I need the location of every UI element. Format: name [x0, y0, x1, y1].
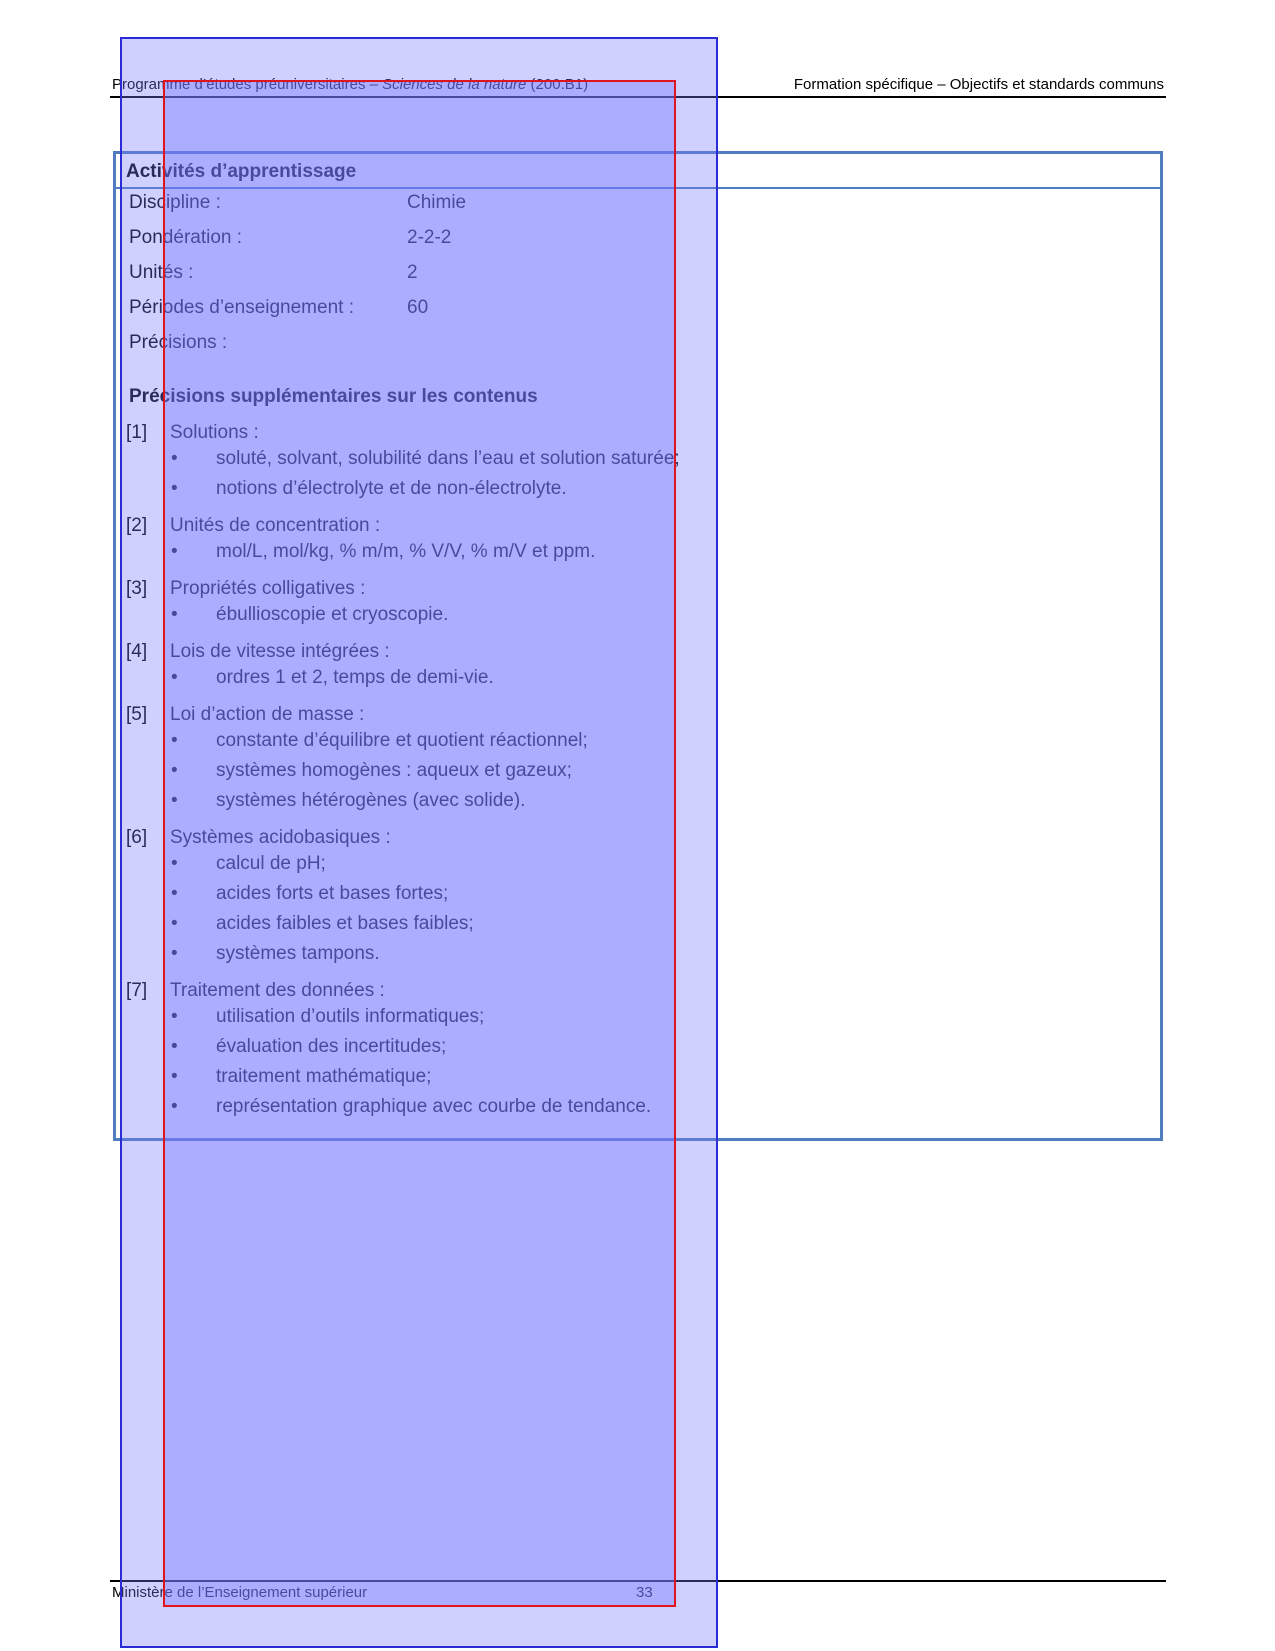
- bullet-item: • mol/L, mol/kg, % m/m, % V/V, % m/V et ppm.: [126, 537, 1156, 567]
- bullet-item: • acides forts et bases fortes;: [126, 879, 1156, 909]
- bullet-item: • systèmes tampons.: [126, 939, 1156, 969]
- bullet-item: • systèmes hétérogènes (avec solide).: [126, 786, 1156, 816]
- field-periods: Périodes d’enseignement : 60: [129, 297, 429, 318]
- field-discipline: Discipline : Chimie: [129, 192, 467, 213]
- bullet-item: • évaluation des incertitudes;: [126, 1032, 1156, 1062]
- header-section: Formation spécifique – Objectifs et standards communs: [793, 76, 1164, 93]
- bullet-item: • utilisation d’outils informatiques;: [126, 1002, 1156, 1032]
- list-item: [6] Systèmes acidobasiques : • calcul de pH; • acides forts et bases fortes; • acides faibles et bases faibles; • systèmes tampons.: [126, 826, 1156, 969]
- list-item: [2] Unités de concentration : • mol/L, mol/kg, % m/m, % V/V, % m/V et ppm.: [126, 514, 1156, 567]
- bullet-item: • systèmes homogènes : aqueux et gazeux;: [126, 756, 1156, 786]
- bullet-item: • ordres 1 et 2, temps de demi-vie.: [126, 663, 1156, 693]
- list-item: [7] Traitement des données : • utilisation d’outils informatiques; • évaluation des incertitudes; • traitement mathématique; • représentation graphique avec courbe de tendance.: [126, 979, 1156, 1122]
- field-precisions: Précisions :: [129, 332, 228, 353]
- bullet-item: • acides faibles et bases faibles;: [126, 909, 1156, 939]
- bullet-item: • représentation graphique avec courbe de tendance.: [126, 1092, 1156, 1122]
- list-item: [4] Lois de vitesse intégrées : • ordres 1 et 2, temps de demi-vie.: [126, 640, 1156, 693]
- footer-ministry: Ministère de l’Enseignement supérieur: [112, 1584, 368, 1601]
- layout-overlay-inner: [163, 80, 676, 1607]
- bullet-item: • traitement mathématique;: [126, 1062, 1156, 1092]
- bullet-item: • notions d’électrolyte et de non-électrolyte.: [126, 474, 1156, 504]
- bullet-item: • calcul de pH;: [126, 849, 1156, 879]
- box-title: Activités d’apprentissage: [116, 154, 1160, 189]
- field-units: Unités : 2: [129, 262, 418, 283]
- bullet-item: • ébullioscopie et cryoscopie.: [126, 600, 1156, 630]
- list-item: [5] Loi d’action de masse : • constante d’équilibre et quotient réactionnel; • systèmes homogènes : aqueux et gazeux; • systèmes hétérogènes (avec solide).: [126, 703, 1156, 816]
- bullet-item: • constante d’équilibre et quotient réactionnel;: [126, 726, 1156, 756]
- section-title: Précisions supplémentaires sur les contenus: [129, 386, 538, 407]
- list-item: [3] Propriétés colligatives : • ébullioscopie et cryoscopie.: [126, 577, 1156, 630]
- bullet-item: • soluté, solvant, solubilité dans l’eau et solution saturée;: [126, 444, 1156, 474]
- header-program: Programme d’études préuniversitaires – Sciences de la nature (200.B1): [112, 76, 589, 93]
- page-number: 33: [636, 1584, 653, 1601]
- field-weighting: Pondération : 2-2-2: [129, 227, 452, 248]
- list-item: [1] Solutions : • soluté, solvant, solubilité dans l’eau et solution saturée; • notions d’électrolyte et de non-électrolyte.: [126, 421, 1156, 504]
